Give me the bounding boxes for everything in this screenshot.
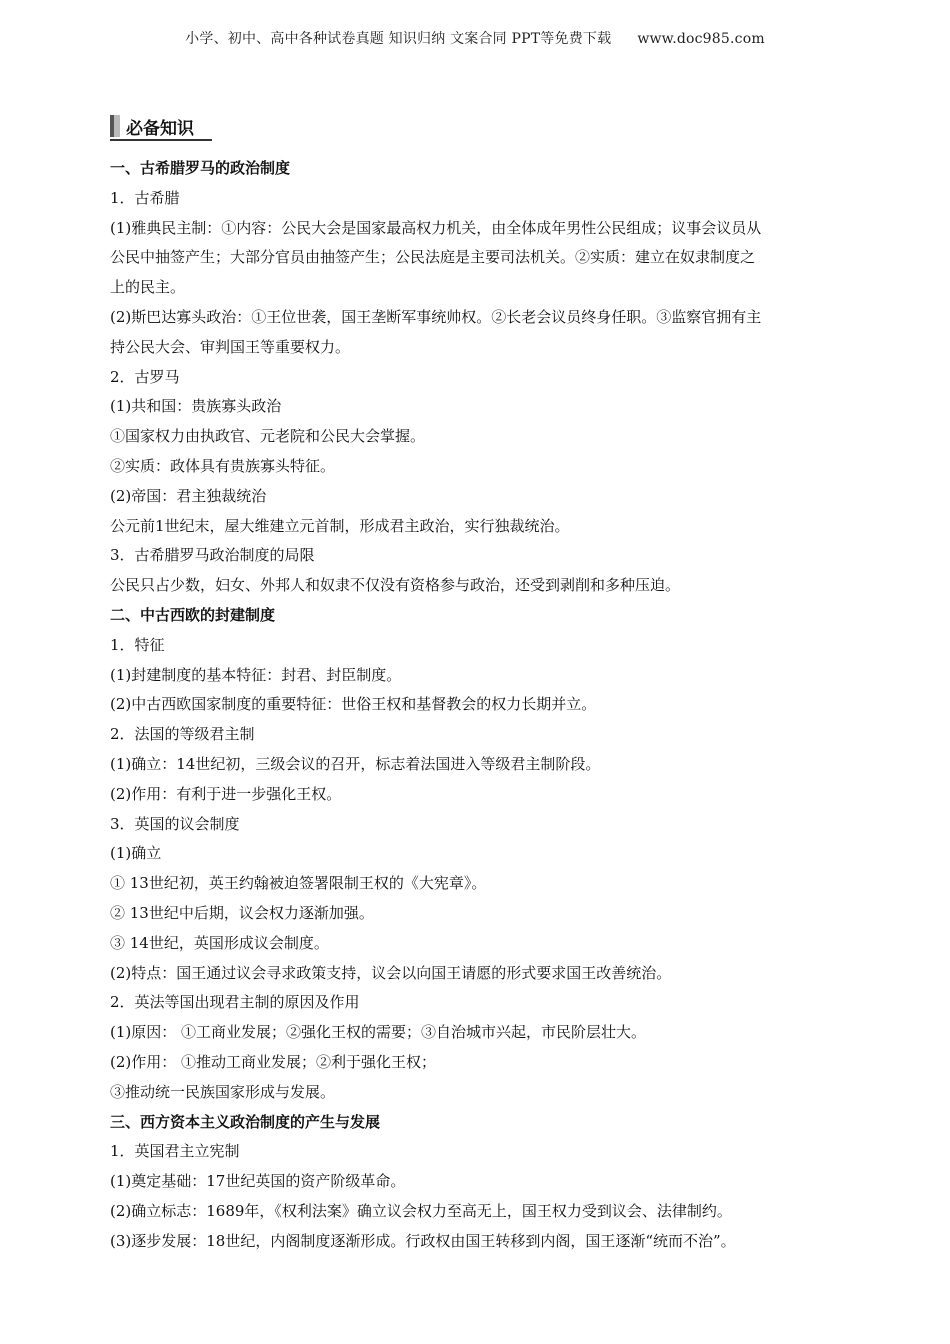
text-line: ①国家权力由执政官、元老院和公民大会掌握。 <box>110 427 426 446</box>
section-title: 必备知识 <box>126 118 194 139</box>
text-line: (2)作用： ①推动工商业发展；②利于强化王权； <box>110 1052 437 1071</box>
text-line: 1．古希腊 <box>110 188 180 207</box>
header-text: 小学、初中、高中各种试卷真题 知识归纳 文案合同 PPT等免费下载 <box>185 31 612 47</box>
text-line: (2)中古西欧国家制度的重要特征：世俗王权和基督教会的权力长期并立。 <box>110 695 597 714</box>
text-line: 1．特征 <box>110 635 165 654</box>
text-line: 2．英法等国出现君主制的原因及作用 <box>110 993 360 1012</box>
text-line: (2)斯巴达寡头政治：①王位世袭，国王垄断军事统帅权。②长老会议员终身任职。③监察官拥有主 <box>110 307 762 326</box>
text-line: ②实质：政体具有贵族寡头特征。 <box>110 456 336 475</box>
text-line: (2)特点：国王通过议会寻求政策支持，议会以向国王请愿的形式要求国王改善统治。 <box>110 963 672 982</box>
section-heading <box>110 113 194 139</box>
text-line: 公民只占少数，妇女、外邦人和奴隶不仅没有资格参与政治，还受到剥削和多种压迫。 <box>110 576 681 595</box>
text-line: 公民中抽签产生；大部分官员由抽签产生；公民法庭是主要司法机关。②实质：建立在奴隶制度之 <box>110 248 756 267</box>
page-header <box>0 28 950 48</box>
text-line: ① 13世纪初，英王约翰被迫签署限制王权的《大宪章》。 <box>110 874 487 893</box>
text-line: (1)封建制度的基本特征：封君、封臣制度。 <box>110 665 402 684</box>
document-body <box>110 154 842 1256</box>
text-line: 3．古希腊罗马政治制度的局限 <box>110 546 315 565</box>
header-url[interactable]: www.doc985.com <box>637 31 765 47</box>
text-line: ③ 14世纪，英国形成议会制度。 <box>110 933 329 952</box>
text-line: ② 13世纪中后期，议会权力逐渐加强。 <box>110 903 374 922</box>
text-line: (1)确立：14世纪初，三级会议的召开，标志着法国进入等级君主制阶段。 <box>110 754 601 773</box>
text-line: (2)作用：有利于进一步强化王权。 <box>110 784 342 803</box>
text-line: 1．英国君主立宪制 <box>110 1142 240 1161</box>
text-line: (1)共和国：贵族寡头政治 <box>110 397 282 416</box>
text-line: (2)帝国：君主独裁统治 <box>110 486 267 505</box>
text-line: (3)逐步发展：18世纪，内阁制度逐渐形成。行政权由国王转移到内阁，国王逐渐“统而不治”。 <box>110 1231 736 1250</box>
section-heading-line: 一、古希腊罗马的政治制度 <box>110 159 291 177</box>
text-line: 公元前1世纪末，屋大维建立元首制，形成君主政治，实行独裁统治。 <box>110 516 570 535</box>
text-line: 3．英国的议会制度 <box>110 814 240 833</box>
text-line: (2)确立标志：1689年，《权利法案》确立议会权力至高无上，国王权力受到议会、法律制约。 <box>110 1201 732 1220</box>
text-line: (1)确立 <box>110 844 162 863</box>
section-marker-icon <box>110 115 120 137</box>
text-line: 2．古罗马 <box>110 367 180 386</box>
text-line: (1)雅典民主制：①内容：公民大会是国家最高权力机关，由全体成年男性公民组成；议事会议员从 <box>110 218 762 237</box>
section-underline <box>110 139 212 141</box>
text-line: 上的民主。 <box>110 278 186 297</box>
text-line: (1)原因： ①工商业发展；②强化王权的需要；③自治城市兴起，市民阶层壮大。 <box>110 1023 647 1042</box>
section-heading-line: 三、西方资本主义政治制度的产生与发展 <box>110 1112 381 1131</box>
section-heading-line: 二、中古西欧的封建制度 <box>110 605 276 624</box>
text-line: ③推动统一民族国家形成与发展。 <box>110 1082 336 1101</box>
text-line: 2．法国的等级君主制 <box>110 725 255 744</box>
text-line: (1)奠定基础：17世纪英国的资产阶级革命。 <box>110 1172 406 1191</box>
text-line: 持公民大会、审判国王等重要权力。 <box>110 337 351 356</box>
